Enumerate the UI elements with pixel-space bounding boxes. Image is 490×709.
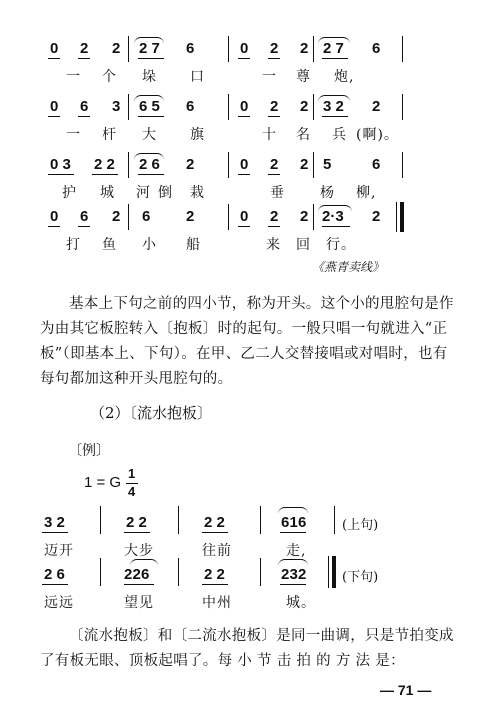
underline-beam bbox=[268, 174, 280, 175]
body-paragraph: 〔流水抱板〕和〔二流水抱板〕是同一曲调，只是节拍变成了有板无眼、顶板起唱了。每 小 节 击 拍 的 方 法 是： bbox=[40, 628, 454, 669]
bar-line bbox=[402, 152, 403, 178]
note: 2 bbox=[112, 208, 121, 225]
underline-beam bbox=[238, 58, 250, 59]
lyric: 船 bbox=[186, 237, 201, 253]
underline-beam bbox=[280, 532, 306, 533]
final-bar-thick bbox=[332, 556, 336, 588]
underline-beam bbox=[48, 116, 60, 117]
note-pair: 0 3 bbox=[50, 156, 71, 173]
underline-beam bbox=[42, 584, 68, 585]
lyric: 一 bbox=[66, 127, 81, 143]
note: 2 bbox=[186, 156, 195, 173]
underline-beam bbox=[238, 226, 250, 227]
lyric: 垂 bbox=[270, 185, 285, 201]
note-pair: 2 2 bbox=[126, 514, 147, 531]
phrase-tag: (下句) bbox=[342, 570, 379, 585]
note-pair: 2 2 bbox=[204, 514, 225, 531]
note: 3 bbox=[112, 98, 121, 115]
note: 2 bbox=[186, 208, 195, 225]
note: 2 bbox=[270, 98, 279, 115]
bar-line bbox=[260, 558, 261, 586]
note-group: 2 2 6 bbox=[124, 566, 148, 583]
note: 0 bbox=[240, 98, 249, 115]
note: 2 bbox=[372, 208, 381, 225]
lyric: 旗 bbox=[190, 127, 205, 143]
note: 0 bbox=[50, 98, 59, 115]
bar-line bbox=[313, 152, 314, 178]
bar-line bbox=[334, 506, 335, 534]
underline-beam bbox=[322, 58, 348, 59]
phrase-tag: (上句) bbox=[342, 518, 379, 533]
note: 0 bbox=[240, 208, 249, 225]
lyric: 尊 bbox=[296, 69, 311, 85]
lyric: 栽 bbox=[190, 185, 205, 201]
lyric: 兵 bbox=[332, 127, 347, 143]
note: 6 bbox=[80, 208, 89, 225]
note: 6 bbox=[80, 98, 89, 115]
note: 2 bbox=[80, 40, 89, 57]
underline-beam bbox=[202, 584, 228, 585]
note: 2 bbox=[270, 208, 279, 225]
lyric: 大 bbox=[142, 127, 157, 143]
slur bbox=[130, 559, 158, 566]
time-signature-top: 1 bbox=[128, 466, 136, 481]
slur bbox=[278, 559, 308, 566]
lyric: 回 bbox=[296, 237, 311, 253]
note-pair: 2 2 bbox=[94, 156, 115, 173]
lyric: (啊)。 bbox=[356, 127, 399, 143]
section-heading: （2）〔流水抱板〕 bbox=[90, 404, 213, 422]
lyric: 炮, bbox=[334, 69, 355, 85]
underline-beam bbox=[268, 58, 280, 59]
underline-beam bbox=[322, 116, 348, 117]
note-pair: 2·3 bbox=[322, 208, 344, 225]
note: 2 bbox=[270, 40, 279, 57]
note: 2 bbox=[300, 208, 309, 225]
underline-beam bbox=[48, 226, 60, 227]
lyric: 小 bbox=[142, 237, 157, 253]
underline-beam bbox=[138, 58, 164, 59]
lyric: 杨 bbox=[320, 185, 335, 201]
note: 0 bbox=[50, 40, 59, 57]
lyric: 杆 bbox=[102, 127, 117, 143]
lyric: 个 bbox=[102, 69, 117, 85]
slur bbox=[278, 507, 308, 514]
underline-beam bbox=[138, 174, 164, 175]
note-group: 2 3 2 bbox=[281, 566, 305, 583]
note: 5 bbox=[323, 156, 332, 173]
note: 2 bbox=[372, 98, 381, 115]
lyric: 一 bbox=[66, 69, 81, 85]
note: 6 bbox=[372, 156, 381, 173]
lyric: 大步 bbox=[124, 543, 154, 559]
final-bar-thin bbox=[328, 556, 329, 588]
underline-beam bbox=[202, 532, 228, 533]
final-bar-thin bbox=[396, 202, 397, 232]
lyric: 往前 bbox=[202, 543, 232, 559]
note: 2 bbox=[112, 40, 121, 57]
lyric: 名 bbox=[296, 127, 311, 143]
note-pair: 2 6 bbox=[44, 566, 65, 583]
note: 6 bbox=[142, 208, 151, 225]
lyric: 望见 bbox=[124, 595, 154, 611]
bar-line bbox=[100, 506, 101, 534]
note: 2 bbox=[270, 156, 279, 173]
bar-line bbox=[260, 506, 261, 534]
note-pair: 2 7 bbox=[139, 40, 160, 57]
underline-beam bbox=[92, 174, 118, 175]
note: 2 bbox=[300, 156, 309, 173]
note: 6 bbox=[186, 40, 195, 57]
lyric: 城。 bbox=[286, 595, 316, 611]
underline-beam bbox=[42, 532, 68, 533]
underline-beam bbox=[48, 174, 74, 175]
lyric: 城 bbox=[100, 185, 115, 201]
lyric: 河 bbox=[136, 185, 151, 201]
bar-line bbox=[178, 506, 179, 534]
key-signature: 1 = G bbox=[84, 474, 122, 491]
note: 0 bbox=[240, 40, 249, 57]
bar-line bbox=[128, 152, 129, 178]
lyric: 行。 bbox=[326, 237, 356, 253]
lyric: 柳, bbox=[356, 185, 377, 201]
underline-beam bbox=[124, 584, 154, 585]
underline-beam bbox=[280, 584, 306, 585]
lyric: 鱼 bbox=[102, 237, 117, 253]
note-pair: 3 2 bbox=[323, 98, 344, 115]
bar-line bbox=[128, 36, 129, 62]
underline-beam bbox=[78, 116, 90, 117]
note: 2 bbox=[300, 98, 309, 115]
lyric: 打 bbox=[66, 237, 81, 253]
source-citation: 《燕青卖线》 bbox=[312, 260, 385, 274]
note: 0 bbox=[240, 156, 249, 173]
note-group: 6 1 6 bbox=[281, 514, 305, 531]
note-pair: 6 5 bbox=[139, 98, 160, 115]
note-pair: 2 6 bbox=[139, 156, 160, 173]
example-label: 〔例〕 bbox=[68, 443, 110, 459]
lyric: 走, bbox=[286, 543, 307, 559]
lyric: 远远 bbox=[44, 595, 74, 611]
note: 6 bbox=[372, 40, 381, 57]
lyric: 护 bbox=[62, 185, 77, 201]
lyric: 倒 bbox=[158, 185, 173, 201]
lyric: 十 bbox=[262, 127, 277, 143]
bar-line bbox=[313, 94, 314, 120]
underline-beam bbox=[268, 226, 280, 227]
underline-beam bbox=[238, 116, 250, 117]
bar-line bbox=[100, 558, 101, 586]
underline-beam bbox=[268, 116, 280, 117]
bar-line bbox=[128, 94, 129, 120]
underline-beam bbox=[78, 58, 90, 59]
lyric: 一 bbox=[262, 69, 277, 85]
underline-beam bbox=[124, 532, 150, 533]
lyric: 口 bbox=[190, 69, 205, 85]
page-number: — 71 — bbox=[380, 682, 432, 698]
bar-line bbox=[313, 36, 314, 62]
underline-beam bbox=[138, 116, 164, 117]
note-pair: 2 7 bbox=[323, 40, 344, 57]
underline-beam bbox=[48, 58, 60, 59]
body-paragraph: 基本上下句之前的四小节，称为开头。这个小的甩腔句是作为由其它板腔转入〔抱板〕时的起句。一般只唱一句就进入“正板”（即基本上、下句）。在甲、乙二人交替接唱或对唱时，也有每句都加这种开头甩腔句的。 bbox=[40, 296, 454, 387]
bar-line bbox=[313, 204, 314, 230]
bar-line bbox=[178, 558, 179, 586]
bar-line bbox=[228, 204, 229, 230]
bar-line bbox=[228, 152, 229, 178]
lyric: 来 bbox=[266, 237, 281, 253]
note: 2 bbox=[300, 40, 309, 57]
time-signature-bottom: 4 bbox=[128, 484, 136, 499]
note-pair: 2 2 bbox=[204, 566, 225, 583]
bar-line bbox=[402, 36, 403, 62]
note-pair: 3 2 bbox=[44, 514, 65, 531]
lyric: 迈开 bbox=[44, 543, 74, 559]
lyric: 中州 bbox=[202, 595, 232, 611]
bar-line bbox=[228, 94, 229, 120]
final-bar-thick bbox=[400, 202, 404, 232]
bar-line bbox=[402, 94, 403, 120]
note: 0 bbox=[50, 208, 59, 225]
underline-beam bbox=[78, 226, 90, 227]
underline-beam bbox=[322, 226, 350, 227]
bar-line bbox=[228, 36, 229, 62]
note: 6 bbox=[186, 98, 195, 115]
lyric: 垛 bbox=[142, 69, 157, 85]
bar-line bbox=[128, 204, 129, 230]
underline-beam bbox=[238, 174, 250, 175]
